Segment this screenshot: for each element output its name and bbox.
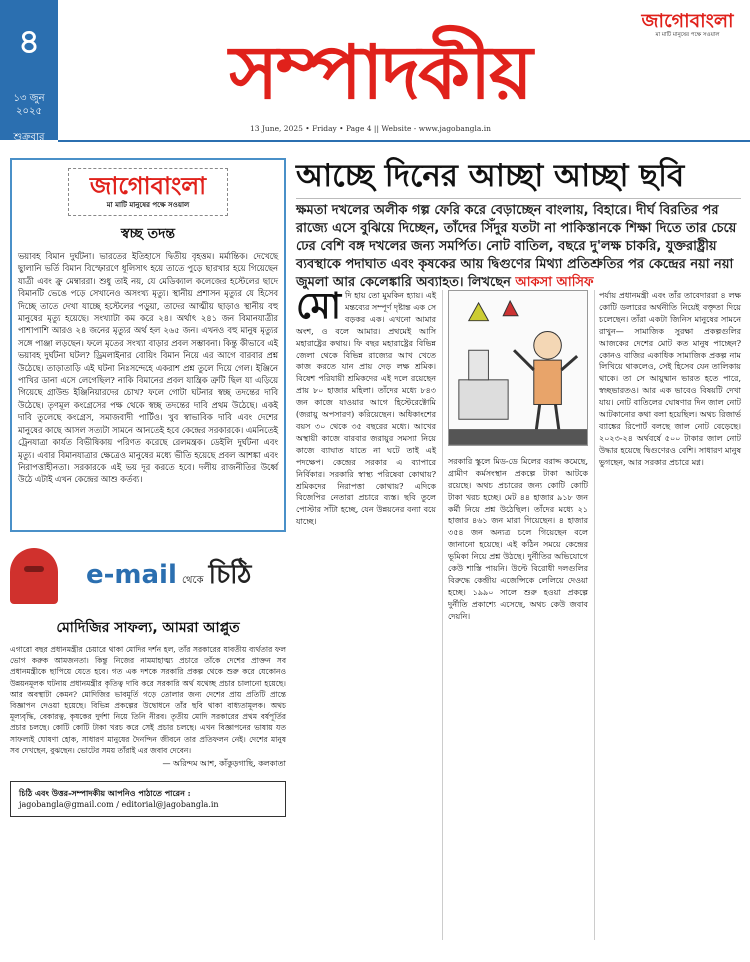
- letter-body: এগারো বছর প্রধানমন্ত্রীর চেয়ারে থাকা মোদির দর্শন হল, তাঁর সরকারের যাবতীয় ব্যর্থতার ফল ভোগ করুক আমজনতা। কিন্তু নিজের নামমাহাত্ম্য প্রচারে তাঁকে দেশের প্রাক্তন সব প্রধানমন্ত্রীকে ছাপিয়ে যেতে হবে। গত এক দশকে সরকারি প্রকল্প থেকে শুরু করে যেকোনও উন্নয়নমূলক ঘটনায় প্রধানমন্ত্রীর কৃতিত্ব দাবি করে সরকারি অর্থ যথেচ্ছ প্রচার চালানো হয়েছে। আর অবস্থাটা কেমন? মোদিজির ভাবমূর্তি গড়ে তোলার জন্য দেশের প্রায় প্রতিটি প্রান্তে বিজ্ঞাপন দেওয়া হয়েছে। বিভিন্ন প্রকল্পের উদ্বোধনে তাঁর ছবি থাকা বাধ্যতামূলক। অথচ মূল্যবৃদ্ধি, বেকারত্ব, কৃষকের দুর্দশা নিয়ে তিনি নীরব। তৃতীয় মোদি সরকারের প্রথম বর্ষপূর্তির প্রচার চলছে। কোটি কোটি টাকা খরচ করে সেই প্রচার চলছে। এখন বিজ্ঞাপনের ভাষায় যত সাফল্যই ঘোষণা হোক, সাধারণ মানুষের দৈনন্দিন জীবনে তার প্রতিফলন নেই। দেশের মানুষ সব দেখছেন, বুঝছেন। ভোটের সময় তাঁরাই এর জবাব দেবেন।: [10, 645, 286, 755]
- editorial-brand-logo: [68, 168, 228, 216]
- email-letters-banner: [10, 544, 286, 608]
- header-divider: [58, 140, 750, 142]
- mailbox-icon: [10, 548, 58, 604]
- editorial-title: স্বচ্ছ তদন্ত: [120, 226, 176, 242]
- page-number: ৪: [17, 22, 41, 62]
- deck-text: ক্ষমতা দখলের অলীক গল্প ফেরি করে বেড়াচ্ছেন বাংলায়, বিহারে। দীর্ঘ বিরতির পর রাজ্যে এসে বুঝিয়ে দিচ্ছেন, তাঁদের সিঁদুর যতটা না পাকিস্তানকে শিক্ষা দিতে তার চেয়ে ঢের বেশি বঙ্গ দখলের জন্য সমর্পিত। নোট বাতিল, বছরে দু'লক্ষ চাকরি, যুক্তরাষ্ট্রীয় ব্যবস্থাকে পদাঘাত এবং কৃষকের আয় দ্বিগুণের মিথ্যা প্রতিশ্রুতির পর কেন্দ্রের নয়া নয়া জুমলা আর কেলেঙ্কারি অব্যাহত। লিখছেন: [296, 203, 737, 290]
- letter-title: মোদিজির সাফল্য, আমরা আপ্লুত: [56, 620, 240, 636]
- column-2-text: সরকারি স্কুলে মিড-ডে মিলের বরাদ্দ কমেছে, গ্রামীণ কর্মসংস্থান প্রকল্পে টাকা আটকে রয়েছে। অথচ প্রচারের জন্য কোটি কোটি টাকা খরচ হচ্ছে। মেট ৪৪ হাজার ৯১৮ জন কর্মী নিয়ে প্রশ্ন উঠেছিল। তাঁদের মধ্যে ২১ হাজার ৪৬১ জন মারা গিয়েছেন। ৪ হাজার ৩৫৪ জন অন্যত্র চলে গিয়েছেন বলে জানানো হয়েছে। এই কঠিন সময়ে কেন্দ্রের ভূমিকা নিয়ে প্রশ্ন উঠছে। দুর্নীতির অভিযোগে কেউ শাস্তি পায়নি। উল্টে বিরোধী দলগুলির বিরুদ্ধে কেন্দ্রীয় এজেন্সিকে লেলিয়ে দেওয়া হচ্ছে। ১৯৯০ সালে শুরু হওয়া প্রকল্পে দুর্নীতি প্রকাশ্যে এসেছে, অথচ কেউ জবাব দেয়নি।: [448, 456, 588, 621]
- masthead-title: সম্পাদকীয়: [229, 30, 531, 116]
- email-banner-text: [86, 554, 251, 598]
- contact-line: চিঠি এবং উত্তর-সম্পাদকীয় আপনিও পাঠাতে পারেন :: [19, 788, 191, 799]
- date-panel: [0, 0, 58, 143]
- article-headline: আচ্ছে দিনের আচ্ছা আচ্ছা ছবি: [296, 158, 685, 194]
- letter-label: চিঠি: [208, 560, 252, 590]
- letter-signature: — অরিন্দম আশ, কাঁকুড়গাছি, কলকাতা: [162, 759, 286, 769]
- contact-emails[interactable]: jagobangla@gmail.com / editorial@jagobangla.in: [19, 800, 219, 810]
- drop-cap: মো: [296, 286, 342, 327]
- editorial-body: ভয়াবহ বিমান দুর্ঘটনা। ভারতের ইতিহাসে দ্বিতীয় বৃহত্তম। মর্মান্তিক। দেখেছে ছ্বালানি ভর্তি বিমান বিস্ফোরণে ধূলিসাৎ হয়ে তাতে পুড়ে ছারখার হয়ে গিয়েছেন যাত্রী এবং ক্রু মেম্বাররা। শুধু তাই নয়, যে মেডিক্যাল কলেজের হস্টেলের ছাদে বিমানটি ভেঙে পড়ে সেখানেও অসংখ্য মৃত্যু। স্থানীয় প্রশাসন মৃত্যুর যে হিসেব দিচ্ছে তাতে দেখা যাচ্ছে হস্টেলের পড়ুয়া, তাদের আত্মীয় ছাড়াও স্থানীয় বহু মানুষের মৃত্যু হয়েছে। সংখ্যাটা কম করে ২৪। অর্থাৎ ২৪১ জন বিমানযাত্রীর পাশাপাশি আরও ২৪ জনের মৃত্যুর অর্থ হল ২৬৫ জন। এখনও বহু মানুষ মৃত্যুর সঙ্গে পাঞ্জা লড়ছেন। ফলে মৃতের সংখ্যা বাড়ার প্রবল সম্ভাবনা। কিন্তু কীভাবে এই ভয়াবহ দুর্ঘটনা ঘটল? ড্রিমলাইনার বোয়িং বিমান নিয়ে এর আগে বারবার প্রশ্ন উঠেছে। তাড়াতাড়ি এই ঘটনা নিঃসন্দেহে একরাশ প্রশ্ন তুলে দিয়ে গেল। ইঞ্জিনে পাখির ডানা এসে লেগেছিল? নাকি বিমানের প্রবল যান্ত্রিক ত্রুটি ছিল যা এড়িয়ে গিয়েছে গ্রাউন্ড ইঞ্জিনিয়ারদের চোখ? ফলে গোটা ঘটনার স্বচ্ছ তদন্তের দাবি উঠেছে। তৃণমূল কংগ্রেসের পক্ষ থেকে স্বচ্ছ তদন্তের দাবি প্রথম উঠেছে। একই দাবি তুলেছে কংগ্রেস, সমাজবাদী পার্টিও। খুব স্বাভাবিক দাবি এবং দেশের মানুষের কাছে আসল সত্যটা সামনে আনতেই হবে কেন্দ্রের সরকারকে। এমনিতেই ট্রেনযাত্রা কার্যত বিভীষিকায় পরিণত করেছে রেলমন্ত্রক। ডেইলি দুর্ঘটনা এবং মৃত্যু। এবার বিমানযাত্রার ক্ষেত্রেও মানুষের মধ্যে ভীতি হয়েছে প্রবল আশঙ্কা এবং নিরাপত্তাহীনতা। সরকারকে এই ভয় দূর করতে হবে। দলীয় রাজনীতির উর্ধ্বে উঠে এটাই এখন কেন্দ্রের আশু কর্তব্য।: [18, 251, 278, 485]
- column-divider: [442, 290, 443, 940]
- article-author: আকসা আসিফ: [515, 275, 594, 290]
- editorial-box: [10, 158, 286, 532]
- article-column-2: [448, 290, 588, 623]
- article-columns: [296, 286, 741, 945]
- issue-weekday: শুক্রবার: [13, 132, 45, 143]
- email-label: e-mail: [86, 560, 177, 590]
- editorial-brand-name: জাগোবাংলা: [89, 172, 207, 200]
- from-label: থেকে: [181, 575, 204, 586]
- column-divider: [594, 290, 595, 940]
- brand-name: জাগোবাংলা: [641, 10, 734, 32]
- article-column-3: [599, 290, 741, 469]
- column-3-text: পর্যায় প্রধানমন্ত্রী এবং তাঁর তাবেদাররা ৪ লক্ষ কোটি ডলারের অর্থনীতি নিয়েই বক্তৃতা দিয়ে চলেছেন। তাঁরা একটা জিনিস মানুষের সামনে রাখুন— সামাজিক সুরক্ষা প্রকল্পগুলির আজকের দেশের মোট কত মানুষ পাচ্ছেন? কোনও বাজির একাধিক সামাজিক প্রকল্প নাম লিখিয়ে থাকলেও, সেই হিসেব যেন তালিকায় থাকে। তা সে আয়ুষ্মান ভারত হতে পারে, স্বচ্ছভারতও। আর এক ভাবেও বিষয়টি দেখা যায়। নোট বাতিলের ঘোষণার দিন জাল নোট আটকানোর কথা বলা হয়েছিল। অথচ রিজার্ভ ব্যাঙ্কের রিপোর্ট বলছে জাল নোট বেড়েছে। ২০২৩-২৪ অর্থবর্ষে ৫০০ টাকার জাল নোট উদ্ধার হয়েছে দ্বিগুণেরও বেশি। সাধারণ মানুষ ভুগছেন, আর সরকার প্রচারে মগ্ন।: [599, 291, 741, 467]
- headline-rule: [296, 198, 741, 199]
- page-meta-line: 13 June, 2025 • Friday • Page 4 || Website - www.jagobangla.in: [250, 124, 491, 133]
- brand-logo-top[interactable]: [635, 10, 740, 40]
- article-column-1: [296, 286, 436, 528]
- left-column: [10, 158, 286, 943]
- article-deck: [296, 202, 741, 292]
- cartoon-illustration: [448, 290, 588, 446]
- issue-date: ১৩ জুন ২০২৫: [13, 93, 45, 117]
- editorial-brand-tagline: মা মাটি মানুষের পক্ষে সওয়াল: [106, 200, 190, 209]
- contact-box: [10, 781, 286, 817]
- brand-tagline: মা মাটি মানুষের পক্ষে সওয়াল: [655, 32, 720, 38]
- column-1-text: দি হায় তো মুমকিন হ্যায়। এই মন্তব্যের সম্পূর্ণ দৃষ্টান্ত এক সে বড়কর এক। এখনো আমার অংশ, ও বলে আমার। প্রথমেই আসি মহারাষ্ট্রের কথায়। ফি বছর মহারাষ্ট্রের বিভিন্ন জেলা থেকে বিভিন্ন রাজ্যের আখ খেতে কাজ করতে যান প্রায় দেড় লক্ষ শ্রমিক। বিষেশ পরিযায়ী শ্রমিকদের এই দলে রয়েছেন প্রায় ৮০ হাজার মহিলা। তাঁদের মধ্যে ৮৪৩ জন কাজে যাওয়ার আগে হিস্টেরেক্টোমি (জরায়ু অপসারণ) করিয়েছেন। অধিকাংশের বয়স ৩০ থেকে ৩৫ বছরের মধ্যে। আখের অস্থায়ী কাজে বারবার জরায়ুর সমস্যা নিয়ে কাজে ব্যাঘাত যাতে না ঘটে তাই এই পদক্ষেপ। কেন্দ্রের সরকার এ ব্যাপারে নির্বিকার। সরকারি স্বাস্থ্য পরিষেবা কোথায়? শ্রমিকদের নিরাপত্তা কোথায়? এদিকে বিজেপির নেতারা প্রচারে ব্যস্ত। ছবি তুলে পোস্টার সাঁটা হচ্ছে, যেন উন্নয়নের বন্যা বয়ে যাচ্ছে।: [296, 291, 436, 527]
